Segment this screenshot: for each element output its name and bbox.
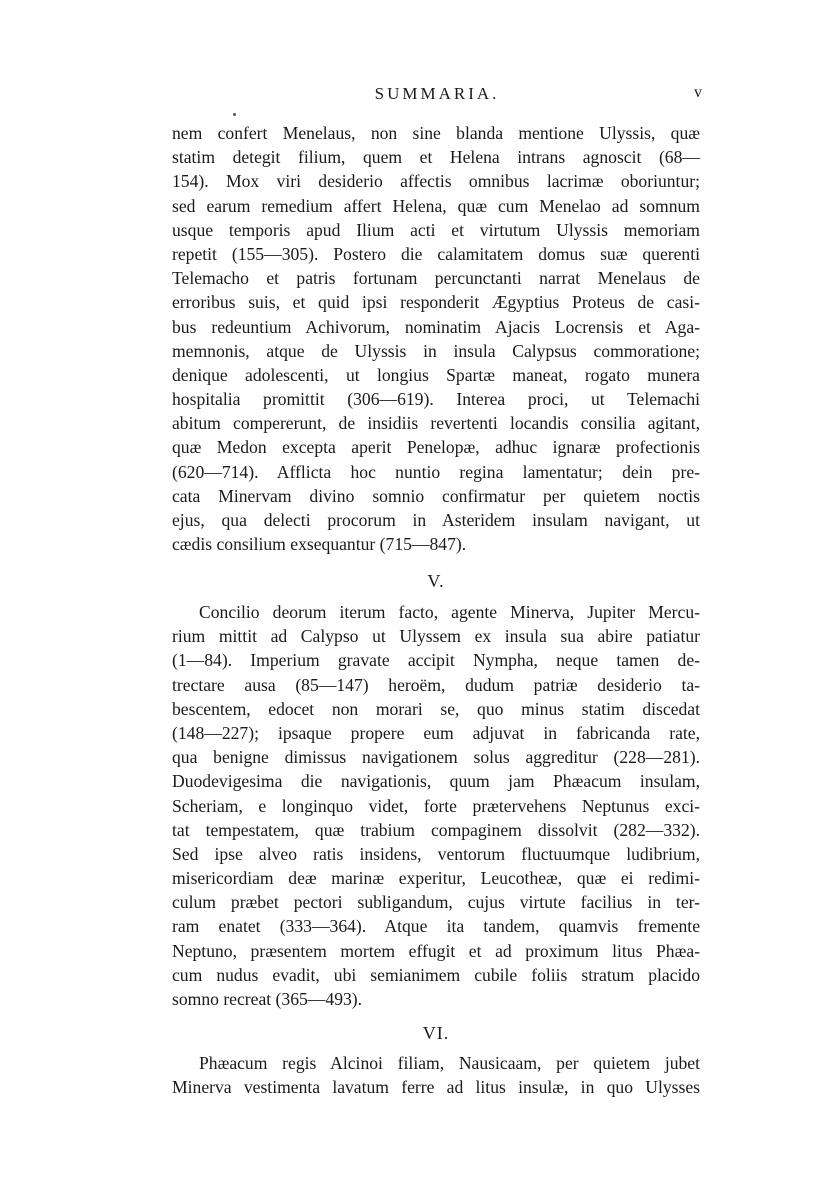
section-vi-summary — [172, 1051, 700, 1099]
section-v-summary — [172, 600, 700, 1011]
text-line: sed earum remedium affert Helena, quæ cum Menelao ad somnum — [172, 195, 700, 216]
text-line: ejus, qua delecti procorum in Asteridem insulam navigant, ut — [172, 510, 700, 530]
ink-speck — [233, 113, 236, 116]
text-line: 154). Mox viri desiderio affectis omnibus lacrimæ oboriuntur; — [172, 171, 700, 192]
text-line: (1—84). Imperium gravate accipit Nympha, neque tamen de- — [172, 650, 700, 671]
text-line: Sed ipse alveo ratis insidens, ventorum fluctuumque ludibrium, — [172, 843, 700, 864]
text-line: cata Minervam divino somnio confirmatur per quietem noctis — [172, 485, 700, 506]
text-line: abitum compererunt, de insidiis revertenti locandis consilia agitant, — [172, 413, 700, 434]
text-line: nem confert Menelaus, non sine blanda mentione Ulyssis, quæ — [172, 123, 700, 143]
section-heading-vi: VI. — [422, 1023, 450, 1043]
section-heading-v: V. — [427, 571, 445, 591]
text-line: culum præbet pectori subligandum, cujus virtute facilius in ter- — [172, 892, 700, 913]
text-line: Duodevigesima die navigationis, quum jam Phæacum insulam, — [172, 771, 700, 792]
running-head — [172, 84, 702, 110]
text-line: misericordiam deæ marinæ experitur, Leucotheæ, quæ ei redimi- — [172, 868, 700, 889]
text-line: usque temporis apud Ilium acti et virtutum Ulyssis memoriam — [172, 219, 700, 240]
section-iv-continuation — [172, 121, 700, 556]
text-line: denique adolescenti, ut longius Spartæ maneat, rogato munera — [172, 364, 700, 385]
text-line: (620—714). Afflicta hoc nuntio regina lamentatur; dein pre- — [172, 461, 700, 482]
text-line: statim detegit filium, quem et Helena intrans agnoscit (68— — [172, 147, 700, 168]
text-line: erroribus suis, et quid ipsi responderit Ægyptius Proteus de casi- — [172, 292, 700, 313]
text-line: bescentem, edocet non morari se, quo minus statim discedat — [172, 698, 700, 719]
text-line: Neptuno, præsentem mortem effugit et ad proximum litus Phæa- — [172, 940, 700, 961]
text-line: quæ Medon excepta aperit Penelopæ, adhuc ignaræ profectionis — [172, 437, 700, 458]
text-line: qua benigne dimissus navigationem solus aggreditur (228—281). — [172, 747, 700, 768]
text-line: ram enatet (333—364). Atque ita tandem, quamvis fremente — [172, 916, 700, 937]
text-line: Telemacho et patris fortunam percunctanti narrat Menelaus de — [172, 268, 700, 289]
text-line: Concilio deorum iterum facto, agente Minerva, Jupiter Mercu- — [199, 602, 700, 622]
text-line: somno recreat (365—493). — [172, 989, 363, 1009]
text-line: repetit (155—305). Postero die calamitatem domus suæ querenti — [172, 243, 700, 264]
text-line: Minerva vestimenta lavatum ferre ad litus insulæ, in quo Ulysses — [172, 1077, 700, 1098]
text-line: cum nudus evadit, ubi semianimem cubile foliis stratum placido — [172, 964, 700, 985]
text-line: (148—227); ipsaque propere eum adjuvat in fabricanda rate, — [172, 722, 700, 743]
text-line: cædis consilium exsequantur (715—847). — [172, 534, 467, 555]
text-line: bus redeuntium Achivorum, nominatim Ajacis Locrensis et Aga- — [172, 316, 700, 337]
page-number: v — [694, 84, 702, 101]
text-line: hospitalia promittit (306—619). Interea proci, ut Telemachi — [172, 389, 700, 410]
text-line: rium mittit ad Calypso ut Ulyssem ex insula sua abire patiatur — [172, 626, 700, 647]
text-line: memnonis, atque de Ulyssis in insula Calypsus commoratione; — [172, 340, 700, 361]
text-line: tat tempestatem, quæ trabium compaginem dissolvit (282—332). — [172, 819, 700, 840]
text-line: trectare ausa (85—147) heroëm, dudum patriæ desiderio ta- — [172, 674, 700, 695]
text-line: Phæacum regis Alcinoi filiam, Nausicaam, per quietem jubet — [199, 1053, 700, 1073]
running-title: SUMMARIA. — [374, 84, 500, 103]
text-line: Scheriam, e longinquo videt, forte prætervehens Neptunus exci- — [172, 795, 700, 816]
